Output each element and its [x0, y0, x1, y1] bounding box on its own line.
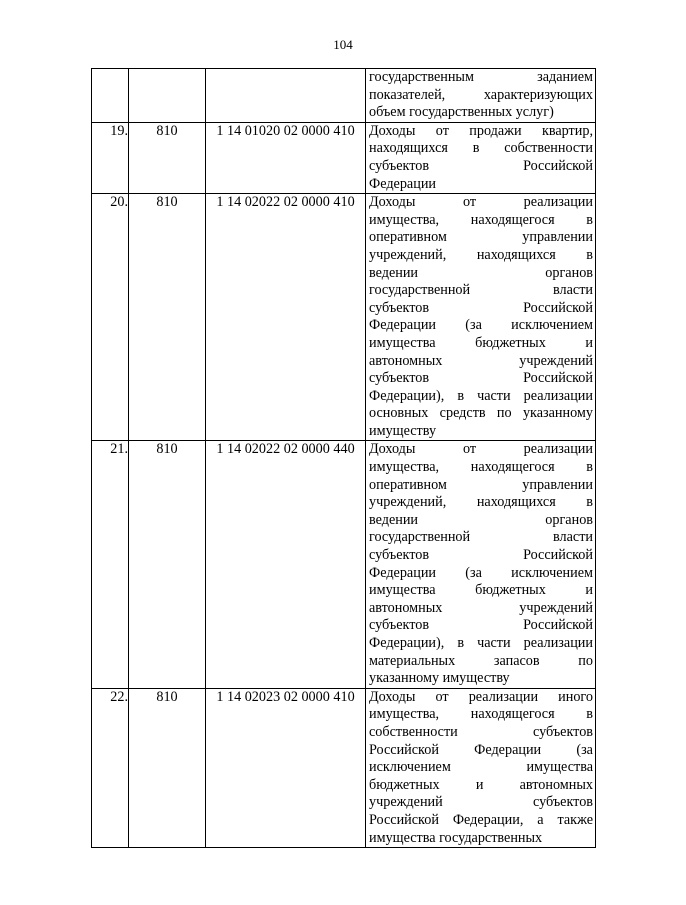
administrator-code-cell: [129, 69, 206, 123]
administrator-code-cell: 810: [129, 688, 206, 847]
revenue-name-line: автономных учреждений: [369, 352, 593, 369]
revenue-name-cell: [366, 69, 596, 123]
revenue-name-line: оперативном управлении: [369, 476, 593, 493]
revenue-name-line: субъектов Российской: [369, 370, 593, 387]
revenue-name-line: имущества, находящегося в: [369, 706, 593, 723]
revenue-name-line: имущества бюджетных и: [369, 334, 593, 351]
table-row: [92, 122, 596, 193]
table-row: [92, 194, 596, 441]
page-number: 104: [333, 37, 353, 52]
revenue-name-line: Федерации), в части реализации: [369, 635, 593, 651]
table-row: [92, 69, 596, 123]
table-row: [92, 441, 596, 688]
row-number-cell: 19.: [92, 122, 129, 193]
revenue-name-line: ведении органов: [369, 511, 593, 528]
row-number-cell: [92, 69, 129, 123]
revenue-name-cell: [366, 194, 596, 441]
revenue-name-line: имущества, находящегося в: [369, 211, 593, 228]
revenue-name-line: имущества, находящегося в: [369, 459, 593, 476]
revenue-name-line: Федерации: [369, 175, 437, 192]
revenue-name-line: материальных запасов по: [369, 652, 593, 669]
revenue-name-line: находящихся в собственности: [369, 140, 593, 157]
revenue-name-line: Доходы от продажи квартир,: [369, 122, 593, 139]
row-number-cell: 22.: [92, 688, 129, 847]
revenue-name-line: Федерации (за исключением: [369, 317, 593, 334]
budget-classification-code-cell: [206, 69, 366, 123]
revenue-name-line: указанному имуществу: [369, 670, 510, 687]
revenue-name-line: Доходы от реализации: [369, 194, 593, 211]
revenue-name-line: объем государственных услуг): [369, 104, 554, 121]
revenue-name-line: субъектов Российской: [369, 157, 593, 174]
revenue-name-line: учреждений, находящихся в: [369, 246, 593, 263]
revenue-name-line: Федерации (за исключением: [369, 564, 593, 581]
revenue-name-line: учреждений, находящихся в: [369, 494, 593, 511]
row-number-cell: 20.: [92, 194, 129, 441]
budget-classification-code-cell: 1 14 02022 02 0000 410: [206, 194, 366, 441]
revenue-name-line: автономных учреждений: [369, 599, 593, 616]
revenue-name-line: субъектов Российской: [369, 617, 593, 634]
revenue-name-line: оперативном управлении: [369, 229, 593, 246]
revenue-name-line: субъектов Российской: [369, 547, 593, 564]
revenue-name-line: исключением имущества: [369, 759, 593, 776]
revenue-name-line: Доходы от реализации: [369, 441, 593, 458]
revenue-name-line: субъектов Российской: [369, 299, 593, 316]
revenue-name-line: учреждений субъектов: [369, 794, 593, 811]
revenue-name-line: Доходы от реализации иного: [369, 688, 593, 705]
revenue-name-line: ведении органов: [369, 264, 593, 281]
administrator-code-cell: 810: [129, 194, 206, 441]
table-row: [92, 688, 596, 847]
revenue-name-cell: [366, 441, 596, 688]
revenue-name-line: показателей, характеризующих: [369, 86, 593, 103]
administrator-code-cell: 810: [129, 441, 206, 688]
revenue-codes-table: [91, 68, 596, 848]
revenue-name-line: государственной власти: [369, 282, 593, 299]
revenue-name-cell: [366, 122, 596, 193]
table-body: [92, 69, 596, 848]
budget-classification-code-cell: 1 14 01020 02 0000 410: [206, 122, 366, 193]
revenue-name-line: Российской Федерации, а также: [369, 811, 593, 828]
administrator-code-cell: 810: [129, 122, 206, 193]
revenue-name-line: бюджетных и автономных: [369, 776, 593, 793]
row-number-cell: 21.: [92, 441, 129, 688]
revenue-name-cell: [366, 688, 596, 847]
revenue-name-line: государственной власти: [369, 529, 593, 546]
revenue-name-line: государственным заданием: [369, 69, 593, 85]
table-container: [91, 68, 597, 846]
revenue-name-line: имущества государственных: [369, 829, 543, 846]
budget-classification-code-cell: 1 14 02023 02 0000 410: [206, 688, 366, 847]
revenue-name-line: Федерации), в части реализации: [369, 387, 593, 404]
revenue-name-line: Российской Федерации (за: [369, 741, 593, 758]
revenue-name-line: имущества бюджетных и: [369, 582, 593, 599]
budget-classification-code-cell: 1 14 02022 02 0000 440: [206, 441, 366, 688]
revenue-name-line: имуществу: [369, 422, 437, 439]
revenue-name-line: основных средств по указанному: [369, 405, 593, 422]
revenue-name-line: собственности субъектов: [369, 723, 593, 740]
